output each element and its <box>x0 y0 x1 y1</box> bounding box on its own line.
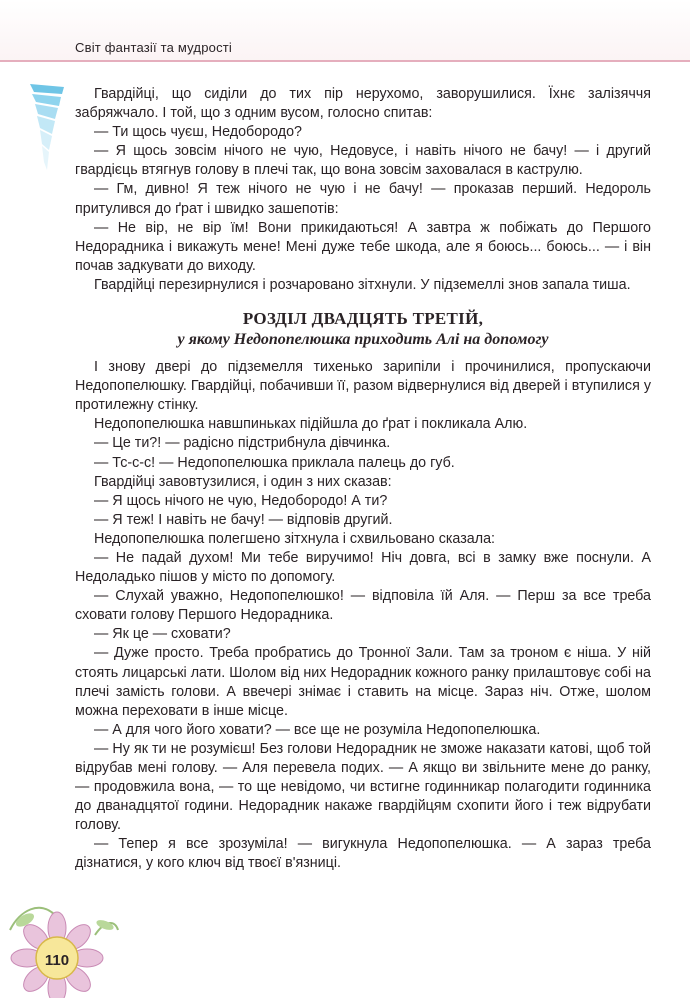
paragraph: Гвардійці перезирнулися і розчаровано зітхнули. У підземеллі знов запала тиша. <box>94 276 631 293</box>
paragraph: — Гм, дивно! Я теж нічого не чую і не бачу! — проказав перший. Недороль притулився до ґрат і швидко зашепотів: <box>75 181 651 217</box>
header-divider <box>0 60 690 62</box>
paragraph: — Не вір, не вір їм! Вони прикидаються! А завтра ж побіжать до Першого Недорадника і викажуть мене! Мені дуже тебе шкода, але я боюсь... боюсь... — і він почав задкувати до виходу. <box>75 219 651 274</box>
running-header-text: Світ фантазії та мудрості <box>75 40 233 55</box>
paragraph: — Не падай духом! Ми тебе виручимо! Ніч довга, всі в замку вже поснули. А Недоладько пішов у місто по допомогу. <box>75 549 651 586</box>
paragraph: Недопопелюшка навшпиньках підійшла до ґрат і покликала Алю. <box>94 416 528 433</box>
running-header <box>75 40 232 55</box>
paragraph: — Тепер я все зрозуміла! — вигукнула Недопопелюшка. — А зараз треба дізнатися, у кого ключ від твоєї в'язниці. <box>75 836 651 872</box>
paragraph: — Я теж! І навіть не бачу! — відповів другий. <box>94 511 393 528</box>
ribbon-decoration <box>30 82 64 174</box>
flower-ornament <box>0 880 120 998</box>
paragraph: — Я щось зовсім нічого не чую, Недовусе, і навіть нічого не бачу! — і другий гвардієць втягнув голову в плечі так, що вона зовсім заховалася в каструлю. <box>75 143 651 179</box>
page-number: 110 <box>44 952 70 969</box>
chapter-heading <box>75 308 651 350</box>
paragraph: — Ти щось чуєш, Недобородо? <box>94 124 302 141</box>
paragraph: — А для чого його ховати? — все ще не розуміла Недопопелюшка. <box>94 721 541 738</box>
main-text <box>75 85 651 874</box>
chapter-subtitle: у якому Недопопелюшка приходить Алі на допомогу <box>177 331 549 349</box>
paragraph: І знову двері до підземелля тихенько зарипіли і прочинилися, пропускаючи Недопопелюшку. Гвардійці, побачивши її, разом відвернулися від дверей і втупилися у протилежну стінку. <box>75 359 651 414</box>
paragraph: — Слухай уважно, Недопопелюшко! — відповіла їй Аля. — Перш за все треба сховати голову Першого Недорадника. <box>75 588 651 624</box>
paragraph: — Тс-с-с! — Недопопелюшка приклала палець до губ. <box>94 454 455 471</box>
paragraph: — Це ти?! — радісно підстрибнула дівчинка. <box>94 435 391 452</box>
chapter-title: РОЗДІЛ ДВАДЦЯТЬ ТРЕТІЙ, <box>242 309 484 329</box>
paragraph: Гвардійці, що сиділи до тих пір нерухомо, заворушилися. Їхнє залізяччя забряжчало. І той, що з одним вусом, голосно спитав: <box>75 86 651 122</box>
paragraph: — Ну як ти не розумієш! Без голови Недорадник не зможе наказати катові, щоб той відрубав мені голову. — Аля перевела подих. — А якщо ви звільните мене до ранку, — продовжила вона, — то ще невідомо, чи встигне годинникар полагодити годинника до дванадцятої години. Недорадник накаже гвардійцям схопити його і теж відрубати голову. <box>75 740 651 834</box>
paragraph: — Дуже просто. Треба пробратись до Тронної Зали. Там за троном є ніша. У ній стоять лицарські лати. Шолом від них Недорадник кожного ранку прилаштовує собі на плечі замість голови. А ввечері знімає і ставить на місце. Зараз ніч. Отже, шолом можна переховати в інше місце. <box>75 645 651 719</box>
paragraph: Гвардійці завовтузилися, і один з них сказав: <box>94 473 392 490</box>
paragraph: — Я щось нічого не чую, Недобородо! А ти? <box>94 492 388 509</box>
paragraph: Недопопелюшка полегшено зітхнула і схвильовано сказала: <box>94 530 495 547</box>
paragraph: — Як це — сховати? <box>94 626 231 643</box>
